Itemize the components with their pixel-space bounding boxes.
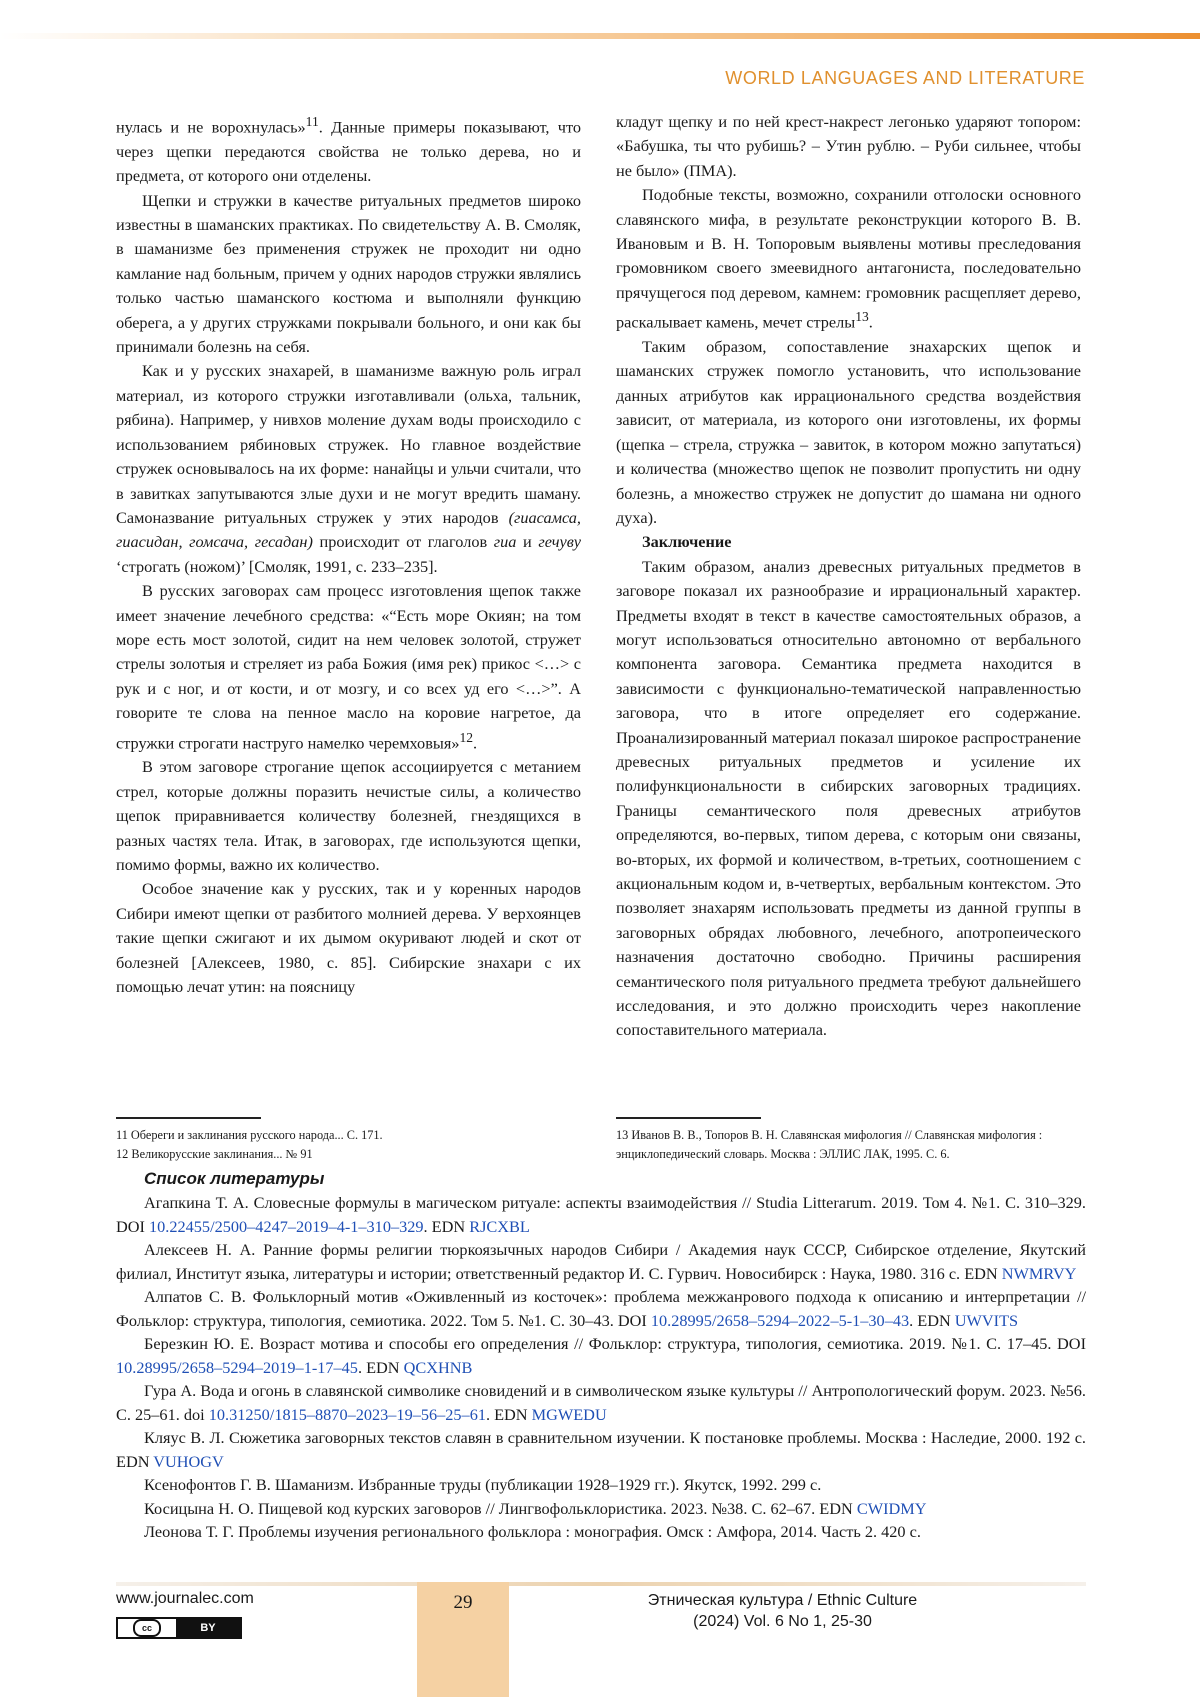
reference-entry: Ксенофонтов Г. В. Шаманизм. Избранные труды (публикации 1928–1929 гг.). Якутск, 1992. 299 с. bbox=[144, 1475, 822, 1494]
references-heading: Список литературы bbox=[144, 1169, 325, 1188]
by-label: BY bbox=[176, 1619, 240, 1637]
paragraph: В этом заговоре строгание щепок ассоциируется с метанием стрел, которые должны поразить нечистые силы, а количество щепок приравнивается количеству болезней, гнездящихся в разных частях тела. Итак, в заговорах, где используются щепки, помимо формы, важно их количество. bbox=[116, 757, 581, 875]
journal-citation bbox=[560, 1590, 1005, 1632]
journal-website-link[interactable]: www.journalec.com bbox=[116, 1590, 254, 1607]
reference-entry: Березкин Ю. Е. Возраст мотива и способы его определения // Фольклор: структура, типология, семиотика. 2019. №1. С. 17–45. DOI 10.28995/2658–5294–2019–1-17–45. EDN QCXHNB bbox=[116, 1334, 1086, 1377]
paragraph: Щепки и стружки в качестве ритуальных предметов широко известны в шаманских практиках. По свидетельству А. В. Смоляк, в шаманизме без применения стружек не проходит ни одно камлание над больным, причем у одних народов стружки являлись только частью шаманского костюма и выполняли функцию оберега, а у других стружками покрывали больного, и они как бы принимали болезнь на себя. bbox=[116, 190, 581, 357]
reference-entry: Гура А. Вода и огонь в славянской символике сновидений и в символическом языке культуры // Антропологический форум. 2023. №56. С. 25–61. doi 10.31250/1815–8870–2023–19–56–25–61. EDN MGWEDU bbox=[116, 1381, 1086, 1424]
paragraph: Таким образом, сопоставление знахарских щепок и шаманских стружек помогло установить, что использование данных атрибутов как иррационального средства воздействия зависит, от материала, из которого они изготовлены, их формы (щепка – стрела, стружка – завиток, в котором можно запутаться) и количества (множество щепок не позволит пропустить ни одну болезнь, а множество стружек не допустит до шамана ни одного духа). bbox=[616, 337, 1081, 527]
reference-link[interactable]: 10.22455/2500–4247–2019–4-1–310–329 bbox=[149, 1216, 424, 1236]
reference-link[interactable]: CWIDMY bbox=[856, 1498, 927, 1518]
references-list bbox=[116, 1191, 1086, 1544]
reference-link[interactable]: UWVITS bbox=[954, 1310, 1019, 1330]
reference-entry: Алексеев Н. А. Ранние формы религии тюркоязычных народов Сибири / Академия наук СССР, Сибирское отделение, Якутский филиал, Институт языка, литературы и истории; ответственный редактор И. С. Гурвич. Новосибирск : Наука, 1980. 316 с. EDN NWMRVY bbox=[116, 1240, 1086, 1283]
reference-link[interactable]: VUHOGV bbox=[153, 1451, 224, 1471]
paragraph: нулась и не ворохнулась»$^{11}$. Данные примеры показывают, что через щепки передаются свойства не только дерева, но и предмета, от которого они отделены. bbox=[116, 114, 581, 186]
header-accent-bar bbox=[0, 33, 1200, 39]
reference-entry: Агапкина Т. А. Словесные формулы в магическом ритуале: аспекты взаимодействия // Studia Litterarum. 2019. Том 4. №1. С. 310–329. DOI 10.22455/2500–4247–2019–4-1–310–329. EDN RJCXBL bbox=[116, 1193, 1086, 1236]
footer-rule bbox=[116, 1582, 1086, 1586]
footnote: 11 Обереги и заклинания русского народа... С. 171. bbox=[116, 1128, 383, 1142]
footnotes-left bbox=[116, 1126, 591, 1163]
reference-link[interactable]: 10.28995/2658–5294–2022–5-1–30–43 bbox=[650, 1310, 910, 1330]
cc-by-license-badge[interactable] bbox=[116, 1617, 242, 1639]
paragraph: Как и у русских знахарей, в шаманизме важную роль играл материал, из которого стружки изготавливали (ольха, тальник, рябина). Например, у нивхов моление духам воды происходило с использованием рябиновых стружек. Но главное воздействие стружек основывалось на их форме: нанайцы и ульчи считали, что в завитках запутываются злые духи и не могут вредить шаману. Самоназвание ритуальных стружек у этих народов (гиасамса, гиасидан, гомсача, гесадан) происходит от глаголов гиа и гечуву ‘строгать (ножом)’ [Смоляк, 1991, с. 233–235]. bbox=[116, 361, 581, 576]
journal-citation-line1: Этническая культура / Ethnic Culture bbox=[647, 1592, 918, 1609]
footnotes-right bbox=[616, 1126, 1086, 1163]
right-text-column bbox=[616, 110, 1081, 1043]
reference-link[interactable]: 10.28995/2658–5294–2019–1-17–45 bbox=[116, 1357, 358, 1377]
paragraph: Особое значение как у русских, так и у коренных народов Сибири имеют щепки от разбитого молнией дерева. У верхоянцев такие щепки сжигают и их дымом окуривают людей и скот от болезней [Алексеев, 1980, с. 85]. Сибирские знахари с их помощью лечат утин: на поясницу bbox=[116, 879, 581, 997]
reference-entry: Алпатов С. В. Фольклорный мотив «Оживленный из косточек»: проблема межжанрового подхода к описанию и интерпретации // Фольклор: структура, типология, семиотика. 2022. Том 5. №1. С. 30–43. DOI 10.28995/2658–5294–2022–5-1–30–43. EDN UWVITS bbox=[116, 1287, 1086, 1330]
reference-entry: Кляус В. Л. Сюжетика заговорных текстов славян в сравнительном изучении. К постановке проблемы. Москва : Наследие, 2000. 192 с. EDN VUHOGV bbox=[116, 1428, 1086, 1471]
cc-icon: cc bbox=[118, 1619, 176, 1637]
reference-link[interactable]: MGWEDU bbox=[531, 1404, 607, 1424]
journal-section-title: WORLD LANGUAGES AND LITERATURE bbox=[725, 68, 1085, 88]
paragraph: В русских заговорах сам процесс изготовления щепок также имеет значение лечебного средства: «“Есть море Окиян; на том море есть мост золотой, сидит на нем человек золотой, стружет стрелы золотыя и стреляет из раба Божия (имя рек) прикос <…> с рук и с ног, и от кости, и от мозгу, и со всех уд его <…>”. А говорите те слова на пенное масло на коровие нагретое, да стружки строгати наструго намелко черемховыя»$^{12}$. bbox=[116, 581, 581, 752]
left-text-column bbox=[116, 110, 581, 999]
journal-citation-line2: (2024) Vol. 6 No 1, 25-30 bbox=[693, 1613, 872, 1630]
reference-link[interactable]: NWMRVY bbox=[1001, 1263, 1077, 1283]
paragraph: Подобные тексты, возможно, сохранили отголоски основного славянского мифа, в результате реконструкции которого В. В. Ивановым и В. Н. Топоровым выявлены мотивы преследования громовником своего змеевидного антагониста, последовательно прячущегося под деревом, камнем: громовник расщепляет дерево, раскалывает камень, мечет стрелы$^{13}$. bbox=[616, 185, 1081, 332]
section-heading: Заключение bbox=[642, 532, 732, 552]
reference-link[interactable]: RJCXBL bbox=[469, 1216, 530, 1236]
paragraph: Таким образом, анализ древесных ритуальных предметов в заговоре показал их разнообразие и иррациональный характер. Предметы входят в текст в качестве самостоятельных образов, а могут использоваться относительно автономно от вербального компонента заговора. Семантика предмета находится в зависимости с функционально-тематической направленностью заговора, что в итоге определяет его содержание. Проанализированный материал показал широкое распространение древесных ритуальных предметов и усиление их полифункциональности в сибирских заговорных традициях. Границы семантического поля древесных атрибутов определяются, во-первых, типом дерева, с которым они связаны, во-вторых, их формой и количеством, в-третьих, соотношением с акциональным кодом и, в-четвертых, вербальным контекстом. Это позволяет знахарям использовать предметы из данной группы в заговорных обрядах любовного, лечебного, апотропеического назначения достаточно свободно. Причины расширения семантического поля ритуального предмета требуют дальнейшего исследования, и это должно происходить через накопление сопоставительного материала. bbox=[616, 556, 1081, 1040]
footnote-rule-right bbox=[616, 1117, 761, 1119]
reference-link[interactable]: QCXHNB bbox=[403, 1357, 473, 1377]
footnote-rule-left bbox=[116, 1117, 261, 1119]
reference-link[interactable]: 10.31250/1815–8870–2023–19–56–25–61 bbox=[208, 1404, 486, 1424]
references-section bbox=[116, 1168, 1086, 1544]
reference-entry: Леонова Т. Г. Проблемы изучения регионального фольклора : монография. Омск : Амфора, 2014. Часть 2. 420 с. bbox=[144, 1522, 921, 1541]
paragraph: кладут щепку и по ней крест-накрест легонько ударяют топором: «Бабушка, ты что рубишь? – Утин рублю. – Руби сильнее, чтобы не было» (ПМА). bbox=[616, 112, 1081, 180]
page-number: 29 bbox=[453, 1592, 473, 1613]
footnote: 12 Великорусские заклинания... № 91 bbox=[116, 1146, 313, 1161]
reference-entry: Косицына Н. О. Пищевой код курских заговоров // Лингвофольклористика. 2023. №38. С. 62–67. EDN CWIDMY bbox=[144, 1498, 927, 1518]
footnote: 13 Иванов В. В., Топоров В. Н. Славянская мифология // Славянская мифология : энциклопедический словарь. Москва : ЭЛЛИС ЛАК, 1995. С. 6. bbox=[616, 1128, 1043, 1161]
